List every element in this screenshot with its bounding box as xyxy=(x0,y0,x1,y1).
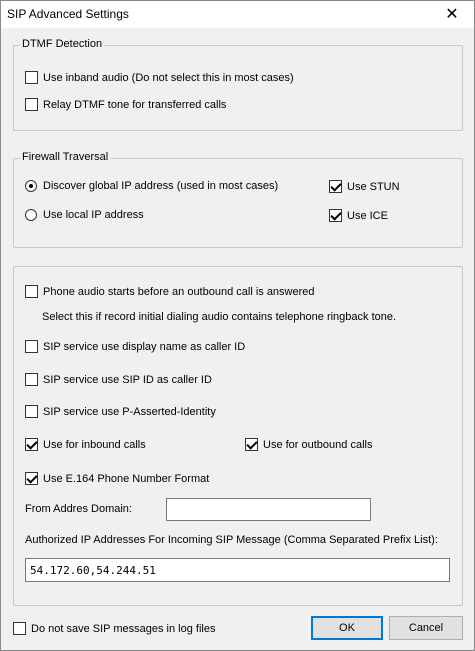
use-stun-label: Use STUN xyxy=(347,180,400,193)
authorized-ip-label: Authorized IP Addresses For Incoming SIP Message (Comma Separated Prefix List): xyxy=(25,534,438,546)
discover-ip-radio[interactable] xyxy=(25,180,37,192)
local-ip-radio[interactable] xyxy=(25,209,37,221)
inband-audio-checkbox[interactable] xyxy=(25,71,38,84)
window-title: SIP Advanced Settings xyxy=(7,7,129,21)
inband-audio-label: Use inband audio (Do not select this in most cases) xyxy=(43,71,294,84)
local-ip-label: Use local IP address xyxy=(43,209,144,221)
dtmf-detection-title: DTMF Detection xyxy=(22,38,103,50)
close-icon[interactable]: ✕ xyxy=(445,6,459,23)
phone-audio-hint: Select this if record initial dialing audio contains telephone ringback tone. xyxy=(42,311,397,323)
display-name-checkbox[interactable] xyxy=(25,340,38,353)
display-name-checkbox-row[interactable] xyxy=(25,340,245,353)
title-bar xyxy=(1,1,474,28)
relay-dtmf-label: Relay DTMF tone for transferred calls xyxy=(43,98,227,111)
sip-id-checkbox-row[interactable] xyxy=(25,373,212,386)
e164-format-checkbox-row[interactable] xyxy=(25,472,209,485)
use-ice-checkbox[interactable] xyxy=(329,209,342,222)
discover-ip-radio-row[interactable] xyxy=(25,180,278,192)
relay-dtmf-checkbox[interactable] xyxy=(25,98,38,111)
phone-audio-checkbox-row[interactable] xyxy=(25,285,315,298)
p-asserted-identity-label: SIP service use P-Asserted-Identity xyxy=(43,405,216,418)
no-log-label: Do not save SIP messages in log files xyxy=(31,622,216,635)
inband-audio-checkbox-row[interactable] xyxy=(25,71,294,84)
e164-format-checkbox[interactable] xyxy=(25,472,38,485)
use-stun-checkbox-row[interactable] xyxy=(329,180,400,193)
firewall-traversal-group xyxy=(13,151,463,248)
use-stun-checkbox[interactable] xyxy=(329,180,342,193)
inbound-calls-checkbox-row[interactable] xyxy=(25,438,146,451)
discover-ip-label: Discover global IP address (used in most cases) xyxy=(43,180,279,192)
phone-audio-label: Phone audio starts before an outbound call is answered xyxy=(43,285,315,298)
e164-format-label: Use E.164 Phone Number Format xyxy=(43,472,210,485)
use-ice-label: Use ICE xyxy=(347,209,388,222)
no-log-checkbox[interactable] xyxy=(13,622,26,635)
outbound-calls-label: Use for outbound calls xyxy=(263,438,373,451)
outbound-calls-checkbox-row[interactable] xyxy=(245,438,372,451)
dtmf-detection-group xyxy=(13,38,463,131)
sip-id-checkbox[interactable] xyxy=(25,373,38,386)
inbound-calls-label: Use for inbound calls xyxy=(43,438,146,451)
local-ip-radio-row[interactable] xyxy=(25,209,144,221)
authorized-ip-input[interactable] xyxy=(25,558,450,582)
ok-button[interactable]: OK xyxy=(311,616,383,640)
no-log-checkbox-row[interactable] xyxy=(13,622,215,635)
phone-audio-checkbox[interactable] xyxy=(25,285,38,298)
use-ice-checkbox-row[interactable] xyxy=(329,209,388,222)
outbound-calls-checkbox[interactable] xyxy=(245,438,258,451)
firewall-traversal-title: Firewall Traversal xyxy=(22,151,109,163)
cancel-button[interactable]: Cancel xyxy=(389,616,463,640)
p-asserted-identity-checkbox-row[interactable] xyxy=(25,405,216,418)
inbound-calls-checkbox[interactable] xyxy=(25,438,38,451)
from-domain-label: From Addres Domain: xyxy=(25,503,132,515)
relay-dtmf-checkbox-row[interactable] xyxy=(25,98,226,111)
p-asserted-identity-checkbox[interactable] xyxy=(25,405,38,418)
display-name-label: SIP service use display name as caller ID xyxy=(43,340,246,353)
sip-id-label: SIP service use SIP ID as caller ID xyxy=(43,373,212,386)
from-domain-input[interactable] xyxy=(166,498,371,521)
